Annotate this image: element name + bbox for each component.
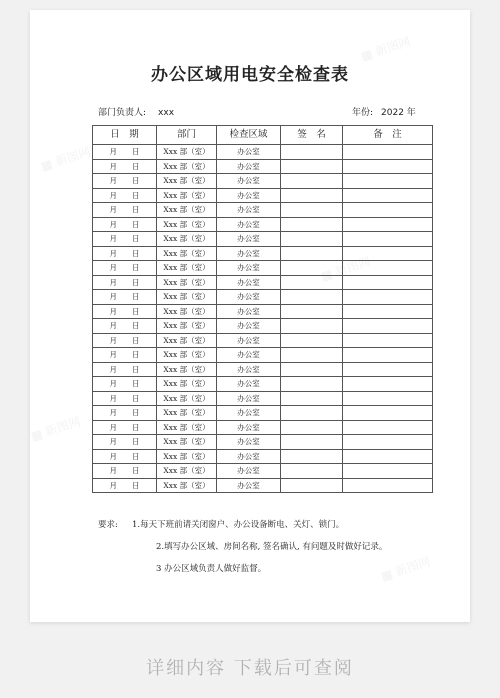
cell-area: 办公室: [217, 304, 281, 319]
cell-area: 办公室: [217, 333, 281, 348]
cell-area: 办公室: [217, 290, 281, 305]
cell-date: 月 日: [93, 246, 157, 261]
header-signature: 签 名: [281, 126, 343, 145]
cell-signature: [281, 145, 343, 160]
cell-department: Xxx 部（室）: [157, 435, 217, 450]
cell-department: Xxx 部（室）: [157, 348, 217, 363]
table-row: [93, 348, 433, 363]
requirements: [98, 514, 387, 580]
document-title: 办公区域用电安全检查表: [151, 65, 349, 85]
cell-remark: [343, 232, 433, 247]
cell-date: 月 日: [93, 275, 157, 290]
cell-signature: [281, 406, 343, 421]
cell-signature: [281, 290, 343, 305]
cell-remark: [343, 261, 433, 276]
table-row: [93, 304, 433, 319]
requirement-item: 2.填写办公区域、房间名称, 签名确认, 有问题及时做好记录。: [156, 542, 388, 552]
cell-area: 办公室: [217, 420, 281, 435]
cell-date: 月 日: [93, 420, 157, 435]
cell-signature: [281, 420, 343, 435]
cell-department: Xxx 部（室）: [157, 174, 217, 189]
cell-signature: [281, 275, 343, 290]
dept-head-value: xxx: [158, 108, 175, 118]
cell-signature: [281, 304, 343, 319]
inspection-table: [92, 125, 433, 493]
cell-department: Xxx 部（室）: [157, 362, 217, 377]
cell-department: Xxx 部（室）: [157, 478, 217, 493]
table-row: [93, 174, 433, 189]
table-row: [93, 449, 433, 464]
cell-remark: [343, 420, 433, 435]
table-row: [93, 246, 433, 261]
cell-department: Xxx 部（室）: [157, 246, 217, 261]
cell-date: 月 日: [93, 449, 157, 464]
cell-department: Xxx 部（室）: [157, 377, 217, 392]
cell-area: 办公室: [217, 377, 281, 392]
cell-department: Xxx 部（室）: [157, 145, 217, 160]
cell-remark: [343, 348, 433, 363]
cell-area: 办公室: [217, 261, 281, 276]
cell-date: 月 日: [93, 203, 157, 218]
table-row: [93, 290, 433, 305]
table-row: [93, 333, 433, 348]
cell-area: 办公室: [217, 203, 281, 218]
cell-department: Xxx 部（室）: [157, 217, 217, 232]
cell-date: 月 日: [93, 304, 157, 319]
cell-signature: [281, 449, 343, 464]
cell-date: 月 日: [93, 261, 157, 276]
cell-department: Xxx 部（室）: [157, 319, 217, 334]
cell-remark: [343, 290, 433, 305]
cell-area: 办公室: [217, 348, 281, 363]
table-row: [93, 261, 433, 276]
cell-date: 月 日: [93, 319, 157, 334]
cell-remark: [343, 362, 433, 377]
table-row: [93, 391, 433, 406]
cell-date: 月 日: [93, 333, 157, 348]
cell-remark: [343, 217, 433, 232]
footer-hint: 详细内容 下载后可查阅: [146, 658, 354, 679]
cell-remark: [343, 464, 433, 479]
table-row: [93, 159, 433, 174]
cell-remark: [343, 377, 433, 392]
cell-remark: [343, 145, 433, 160]
requirement-line-1: [98, 514, 387, 536]
table-row: [93, 188, 433, 203]
cell-area: 办公室: [217, 275, 281, 290]
cell-date: 月 日: [93, 406, 157, 421]
document-page: [30, 10, 470, 622]
cell-signature: [281, 362, 343, 377]
cell-department: Xxx 部（室）: [157, 203, 217, 218]
cell-remark: [343, 275, 433, 290]
table-row: [93, 145, 433, 160]
cell-area: 办公室: [217, 319, 281, 334]
cell-area: 办公室: [217, 232, 281, 247]
table-row: [93, 217, 433, 232]
table-row: [93, 464, 433, 479]
cell-remark: [343, 391, 433, 406]
cell-area: 办公室: [217, 435, 281, 450]
cell-remark: [343, 435, 433, 450]
requirement-item: 3 办公区域负责人做好监督。: [156, 564, 267, 574]
cell-remark: [343, 478, 433, 493]
cell-remark: [343, 449, 433, 464]
dept-head-label: 部门负责人:: [98, 108, 147, 118]
cell-department: Xxx 部（室）: [157, 304, 217, 319]
cell-signature: [281, 232, 343, 247]
cell-department: Xxx 部（室）: [157, 391, 217, 406]
cell-area: 办公室: [217, 464, 281, 479]
cell-department: Xxx 部（室）: [157, 449, 217, 464]
cell-department: Xxx 部（室）: [157, 290, 217, 305]
table-row: [93, 319, 433, 334]
table-row: [93, 203, 433, 218]
cell-remark: [343, 188, 433, 203]
cell-signature: [281, 348, 343, 363]
cell-remark: [343, 333, 433, 348]
cell-signature: [281, 464, 343, 479]
table-row: [93, 478, 433, 493]
cell-date: 月 日: [93, 464, 157, 479]
cell-signature: [281, 174, 343, 189]
cell-signature: [281, 159, 343, 174]
cell-signature: [281, 246, 343, 261]
year-label: 年份:: [352, 108, 374, 118]
cell-date: 月 日: [93, 159, 157, 174]
cell-department: Xxx 部（室）: [157, 261, 217, 276]
cell-signature: [281, 333, 343, 348]
table-row: [93, 232, 433, 247]
cell-date: 月 日: [93, 174, 157, 189]
cell-remark: [343, 406, 433, 421]
cell-signature: [281, 391, 343, 406]
cell-signature: [281, 435, 343, 450]
table-row: [93, 435, 433, 450]
cell-signature: [281, 217, 343, 232]
cell-remark: [343, 319, 433, 334]
cell-remark: [343, 246, 433, 261]
table-row: [93, 275, 433, 290]
cell-signature: [281, 478, 343, 493]
cell-signature: [281, 319, 343, 334]
cell-date: 月 日: [93, 232, 157, 247]
table-body: [93, 145, 433, 493]
cell-remark: [343, 159, 433, 174]
year-value: 2022 年: [381, 108, 416, 118]
year-line: [352, 105, 416, 118]
cell-date: 月 日: [93, 348, 157, 363]
table-row: [93, 420, 433, 435]
header-remark: 备 注: [343, 126, 433, 145]
table-header-row: [93, 126, 433, 145]
cell-department: Xxx 部（室）: [157, 406, 217, 421]
requirement-item: 1.每天下班前请关闭窗户、办公设备断电、关灯、锁门。: [132, 520, 345, 530]
cell-date: 月 日: [93, 391, 157, 406]
cell-date: 月 日: [93, 290, 157, 305]
cell-area: 办公室: [217, 449, 281, 464]
cell-area: 办公室: [217, 145, 281, 160]
cell-date: 月 日: [93, 362, 157, 377]
table-row: [93, 406, 433, 421]
cell-date: 月 日: [93, 188, 157, 203]
cell-date: 月 日: [93, 435, 157, 450]
cell-department: Xxx 部（室）: [157, 232, 217, 247]
cell-area: 办公室: [217, 217, 281, 232]
cell-date: 月 日: [93, 217, 157, 232]
header-department: 部门: [157, 126, 217, 145]
cell-signature: [281, 261, 343, 276]
cell-department: Xxx 部（室）: [157, 333, 217, 348]
cell-remark: [343, 304, 433, 319]
header-area: 检查区域: [217, 126, 281, 145]
cell-department: Xxx 部（室）: [157, 275, 217, 290]
cell-department: Xxx 部（室）: [157, 464, 217, 479]
cell-date: 月 日: [93, 478, 157, 493]
cell-area: 办公室: [217, 159, 281, 174]
cell-date: 月 日: [93, 377, 157, 392]
cell-remark: [343, 174, 433, 189]
cell-area: 办公室: [217, 174, 281, 189]
cell-signature: [281, 188, 343, 203]
cell-area: 办公室: [217, 391, 281, 406]
cell-department: Xxx 部（室）: [157, 420, 217, 435]
requirements-label: 要求:: [98, 520, 118, 530]
cell-department: Xxx 部（室）: [157, 159, 217, 174]
dept-head-line: [98, 105, 174, 118]
cell-area: 办公室: [217, 362, 281, 377]
cell-area: 办公室: [217, 246, 281, 261]
cell-department: Xxx 部（室）: [157, 188, 217, 203]
cell-area: 办公室: [217, 188, 281, 203]
cell-date: 月 日: [93, 145, 157, 160]
cell-signature: [281, 377, 343, 392]
cell-area: 办公室: [217, 478, 281, 493]
header-date: 日 期: [93, 126, 157, 145]
table-row: [93, 377, 433, 392]
cell-signature: [281, 203, 343, 218]
cell-remark: [343, 203, 433, 218]
cell-area: 办公室: [217, 406, 281, 421]
table-row: [93, 362, 433, 377]
